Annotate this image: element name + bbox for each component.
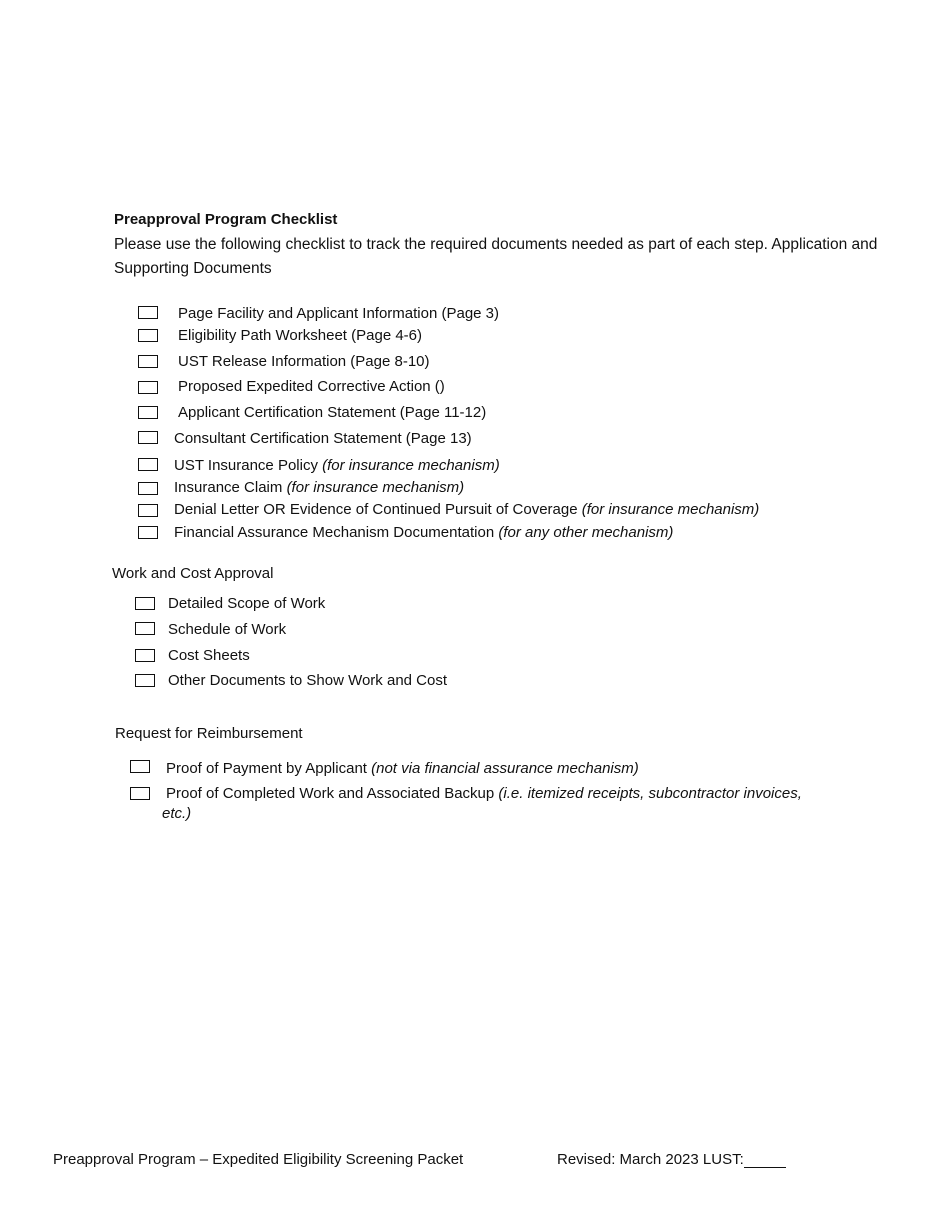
item-scope-of-work: Detailed Scope of Work bbox=[168, 595, 326, 612]
reimbursement-heading: Request for Reimbursement bbox=[115, 725, 303, 742]
item-insurance-claim bbox=[174, 479, 464, 496]
checkbox-cost-sheets[interactable] bbox=[135, 649, 155, 662]
item-note: (not via financial assurance mechanism) bbox=[371, 760, 639, 777]
item-eligibility-path bbox=[178, 327, 422, 344]
item-label: Applicant Certification Statement (Page 11-12) bbox=[178, 404, 487, 421]
checklist-intro: Please use the following checklist to track the required documents needed as part of each step. Application and Supporting Documents bbox=[114, 236, 878, 277]
item-proof-of-payment bbox=[166, 760, 639, 777]
checkbox-proof-of-completed-work[interactable] bbox=[130, 787, 150, 800]
item-consultant-certification bbox=[174, 430, 472, 447]
checkbox-proof-of-payment[interactable] bbox=[130, 760, 150, 773]
item-note: (for insurance mechanism) bbox=[286, 479, 465, 496]
item-label: Proof of Payment by Applicant bbox=[166, 760, 367, 777]
item-label: Eligibility Path Worksheet (Page 4-6) bbox=[178, 327, 422, 344]
item-cost-sheets: Cost Sheets bbox=[168, 647, 250, 664]
footer-right bbox=[557, 1151, 786, 1168]
item-denial-letter bbox=[174, 501, 759, 518]
checkbox-expedited-corrective-action[interactable] bbox=[138, 381, 158, 394]
item-applicant-certification bbox=[178, 404, 486, 421]
item-financial-assurance bbox=[174, 524, 673, 541]
item-note: (for any other mechanism) bbox=[498, 524, 674, 541]
item-label: Proof of Completed Work and Associated Backup bbox=[166, 785, 495, 802]
checkbox-ust-insurance-policy[interactable] bbox=[138, 458, 158, 471]
item-label: Consultant Certification Statement (Page 13) bbox=[174, 430, 472, 447]
checkbox-scope-of-work[interactable] bbox=[135, 597, 155, 610]
item-label: Page Facility and Applicant Information (Page 3) bbox=[178, 305, 500, 322]
checkbox-schedule-of-work[interactable] bbox=[135, 622, 155, 635]
item-facility-applicant-info bbox=[178, 305, 499, 322]
item-note: (i.e. itemized receipts, subcontractor invoices, etc.) bbox=[162, 785, 802, 822]
work-cost-heading: Work and Cost Approval bbox=[112, 565, 274, 582]
checkbox-denial-letter[interactable] bbox=[138, 504, 158, 517]
checkbox-consultant-certification[interactable] bbox=[138, 431, 158, 444]
footer-revised: Revised: March 2023 LUST: bbox=[557, 1151, 744, 1168]
item-note: (for insurance mechanism) bbox=[581, 501, 760, 518]
checklist-title: Preapproval Program Checklist bbox=[114, 211, 338, 228]
checkbox-ust-release-info[interactable] bbox=[138, 355, 158, 368]
item-ust-insurance-policy bbox=[174, 457, 500, 474]
checkbox-financial-assurance[interactable] bbox=[138, 526, 158, 539]
checkbox-other-documents[interactable] bbox=[135, 674, 155, 687]
item-label: Proposed Expedited Corrective Action () bbox=[178, 378, 445, 395]
item-label: Financial Assurance Mechanism Documentation bbox=[174, 524, 495, 541]
checkbox-facility-applicant-info[interactable] bbox=[138, 306, 158, 319]
item-other-documents: Other Documents to Show Work and Cost bbox=[168, 672, 448, 689]
item-label: Denial Letter OR Evidence of Continued Pursuit of Coverage bbox=[174, 501, 578, 518]
checkbox-eligibility-path[interactable] bbox=[138, 329, 158, 342]
footer-lust-blank[interactable] bbox=[744, 1152, 786, 1168]
item-schedule-of-work: Schedule of Work bbox=[168, 621, 287, 638]
item-label: Insurance Claim bbox=[174, 479, 283, 496]
item-proof-of-completed-work bbox=[162, 784, 827, 824]
footer-left: Preapproval Program – Expedited Eligibility Screening Packet bbox=[53, 1151, 464, 1168]
item-label: UST Release Information (Page 8-10) bbox=[178, 353, 430, 370]
item-label: UST Insurance Policy bbox=[174, 457, 318, 474]
item-ust-release-info bbox=[178, 353, 430, 370]
checkbox-insurance-claim[interactable] bbox=[138, 482, 158, 495]
item-note: (for insurance mechanism) bbox=[322, 457, 500, 474]
checkbox-applicant-certification[interactable] bbox=[138, 406, 158, 419]
item-expedited-corrective-action bbox=[178, 378, 445, 395]
